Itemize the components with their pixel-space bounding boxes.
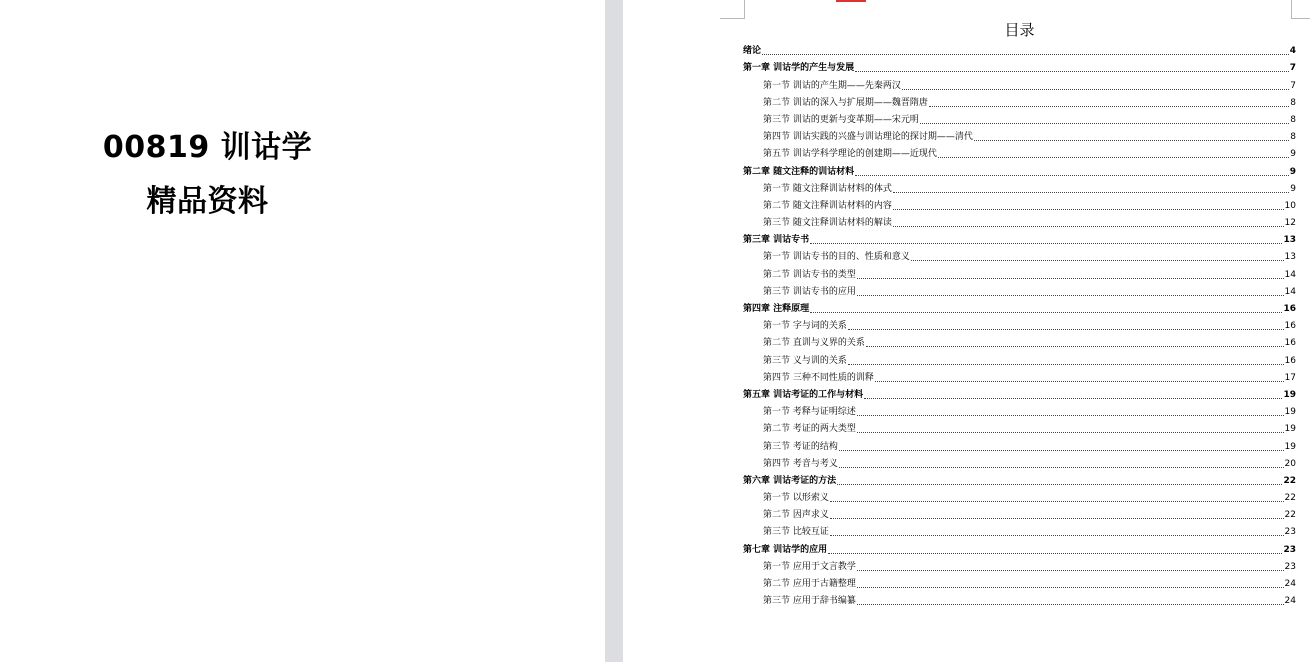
toc-page-number: 16 [1284,355,1296,366]
margin-corner-mark-left [720,0,745,19]
toc-entry-title: 第一节 训诂的产生期——先秦两汉 [763,80,901,91]
toc-dot-leader [938,157,1289,158]
toc-page-number: 24 [1284,579,1296,589]
toc-page-number: 13 [1284,252,1296,263]
toc-dot-leader [974,140,1289,141]
red-header-mark [836,0,866,2]
toc-entry-title: 第二节 应用于古籍整理 [763,579,856,589]
toc-page-number: 20 [1284,458,1296,469]
toc-dot-leader [855,71,1289,72]
toc-dot-leader [857,587,1284,588]
toc-entry-title: 第三节 训诂的更新与变革期——宋元明 [763,114,919,125]
toc-chapter-entry[interactable] [743,298,1296,315]
toc-page-number: 24 [1284,596,1296,607]
toc-section-entry[interactable] [743,126,1296,143]
toc-dot-leader [848,329,1284,330]
toc-dot-leader [810,243,1282,244]
toc-entry-title: 第二节 考证的两大类型 [763,424,856,435]
toc-entry-title: 第一节 以形索义 [763,493,829,504]
toc-entry-title: 第一节 应用于文言教学 [763,561,856,572]
toc-page-number: 14 [1284,269,1296,280]
toc-page-number: 19 [1283,389,1296,400]
toc-dot-leader [893,209,1284,210]
toc-chapter-entry[interactable] [743,470,1296,487]
toc-section-entry[interactable] [743,109,1296,126]
toc-section-entry[interactable] [743,92,1296,109]
toc-dot-leader [893,192,1289,193]
toc-page-number: 13 [1283,235,1296,246]
toc-entry-title: 第五节 训诂学科学理论的创建期——近现代 [763,149,937,160]
toc-page-number: 7 [1290,80,1296,91]
toc-page-number: 22 [1284,493,1296,504]
toc-dot-leader [839,450,1284,451]
toc-page-number: 14 [1284,286,1296,297]
margin-corner-mark-right [1291,0,1310,19]
toc-section-entry[interactable] [743,487,1296,504]
toc-page-number: 10 [1284,200,1296,211]
toc-entry-title: 第三节 随文注释训诂材料的解读 [763,218,892,229]
toc-page-number: 19 [1284,441,1296,452]
toc-section-entry[interactable] [743,349,1296,366]
toc-entry-title: 第四章 注释原理 [743,304,810,314]
toc-chapter-entry[interactable] [743,229,1296,246]
toc-page-number: 7 [1289,63,1296,74]
toc-chapter-entry[interactable] [743,160,1296,177]
toc-page-number: 23 [1283,544,1296,555]
toc-dot-leader [857,278,1284,279]
toc-dot-leader [911,260,1284,261]
toc-page-number: 16 [1283,304,1296,314]
toc-page-number: 9 [1289,166,1296,177]
toc-chapter-entry[interactable] [743,57,1296,74]
toc-section-entry[interactable] [743,418,1296,435]
toc-entry-title: 第二节 训诂专书的类型 [763,269,856,280]
toc-section-entry[interactable] [743,453,1296,470]
toc-section-entry[interactable] [743,504,1296,521]
toc-dot-leader [875,381,1284,382]
toc-dot-leader [837,484,1282,485]
toc-entry-title: 第三章 训诂专书 [743,235,810,246]
toc-chapter-entry[interactable] [743,538,1296,555]
toc-entry-title: 第二节 因声求义 [763,510,829,521]
toc-entry-title: 第二节 随文注释训诂材料的内容 [763,200,892,211]
toc-entry-title: 绪论 [743,46,762,57]
toc-page-number: 9 [1290,183,1296,194]
toc-chapter-entry[interactable] [743,384,1296,401]
toc-section-entry[interactable] [743,246,1296,263]
toc-page-number: 23 [1284,561,1296,572]
toc-entry-title: 第一节 训诂专书的目的、性质和意义 [763,252,910,263]
toc-dot-leader [866,346,1284,347]
toc-page-number: 8 [1290,114,1296,125]
toc-page-number: 22 [1284,510,1296,521]
toc-section-entry[interactable] [743,556,1296,573]
toc-entry-title: 第一节 考释与证明综述 [763,407,856,418]
toc-section-entry[interactable] [743,263,1296,280]
toc-page-number: 19 [1284,424,1296,435]
toc-dot-leader [830,535,1284,536]
toc-dot-leader [929,106,1289,107]
toc-dot-leader [857,604,1284,605]
toc-page-number: 9 [1290,149,1296,160]
toc-page-number: 8 [1290,97,1296,108]
toc-section-entry[interactable] [743,401,1296,418]
toc-section-entry[interactable] [743,143,1296,160]
toc-section-entry[interactable] [743,435,1296,452]
toc-section-entry[interactable] [743,281,1296,298]
toc-section-entry[interactable] [743,521,1296,538]
toc-entry-title: 第四节 三种不同性质的训释 [763,372,874,383]
toc-section-entry[interactable] [743,212,1296,229]
cover-page [0,0,605,662]
toc-dot-leader [810,312,1282,313]
toc-dot-leader [848,364,1284,365]
toc-page-number: 17 [1284,372,1296,383]
toc-dot-leader [893,226,1284,227]
toc-section-entry[interactable] [743,195,1296,212]
toc-page-number: 12 [1284,218,1296,229]
toc-section-entry[interactable] [743,590,1296,607]
toc-dot-leader [902,89,1289,90]
toc-page-number: 4 [1289,46,1296,57]
toc-entry-title: 第五章 训诂考证的工作与材料 [743,389,864,400]
toc-section-entry[interactable] [743,178,1296,195]
toc-entry-title: 第七章 训诂学的应用 [743,544,828,555]
toc-entry-title: 第三节 比较互证 [763,527,829,538]
toc-entry-title: 第三节 考证的结构 [763,441,838,452]
toc-page-number: 22 [1283,475,1296,486]
toc-chapter-entry[interactable] [743,40,1296,57]
toc-dot-leader [857,415,1284,416]
toc-dot-leader [855,175,1289,176]
toc-entry-title: 第二章 随文注释的训诂材料 [743,166,855,177]
toc-dot-leader [828,553,1282,554]
toc-dot-leader [857,570,1284,571]
toc-entry-title: 第二节 训诂的深入与扩展期——魏晋隋唐 [763,97,928,108]
cover-title-line2: 精品资料 [146,184,269,219]
toc-entry-title: 第六章 训诂考证的方法 [743,475,837,486]
toc-entry-title: 第四节 训诂实践的兴盛与训诂理论的探讨期——清代 [763,132,973,143]
toc-entry-title: 第一章 训诂学的产生与发展 [743,63,855,74]
toc-section-entry[interactable] [743,367,1296,384]
table-of-contents [743,40,1296,607]
toc-dot-leader [857,295,1284,296]
toc-dot-leader [830,501,1284,502]
toc-heading: 目录 [1004,21,1035,39]
toc-entry-title: 第三节 应用于辞书编纂 [763,596,856,607]
toc-entry-title: 第三节 训诂专书的应用 [763,286,856,297]
toc-page-number: 19 [1284,407,1296,418]
toc-page-number: 8 [1290,132,1296,143]
toc-dot-leader [839,467,1284,468]
toc-entry-title: 第二节 直训与义界的关系 [763,338,865,349]
toc-section-entry[interactable] [743,315,1296,332]
toc-section-entry[interactable] [743,74,1296,91]
toc-page-number: 16 [1284,321,1296,332]
toc-entry-title: 第一节 随文注释训诂材料的体式 [763,183,892,194]
toc-entry-title: 第三节 义与训的关系 [763,355,847,366]
toc-entry-title: 第一节 字与词的关系 [763,321,847,332]
toc-page-number: 16 [1284,338,1296,349]
toc-page-number: 23 [1284,527,1296,538]
toc-dot-leader [830,518,1284,519]
toc-entry-title: 第四节 考音与考义 [763,458,838,469]
toc-section-entry[interactable] [743,332,1296,349]
toc-dot-leader [864,398,1282,399]
toc-section-entry[interactable] [743,573,1296,590]
page-gap [605,0,623,662]
toc-dot-leader [920,123,1289,124]
cover-title-line1: 00819 训诂学 [102,130,313,165]
toc-dot-leader [762,54,1289,55]
toc-dot-leader [857,432,1284,433]
